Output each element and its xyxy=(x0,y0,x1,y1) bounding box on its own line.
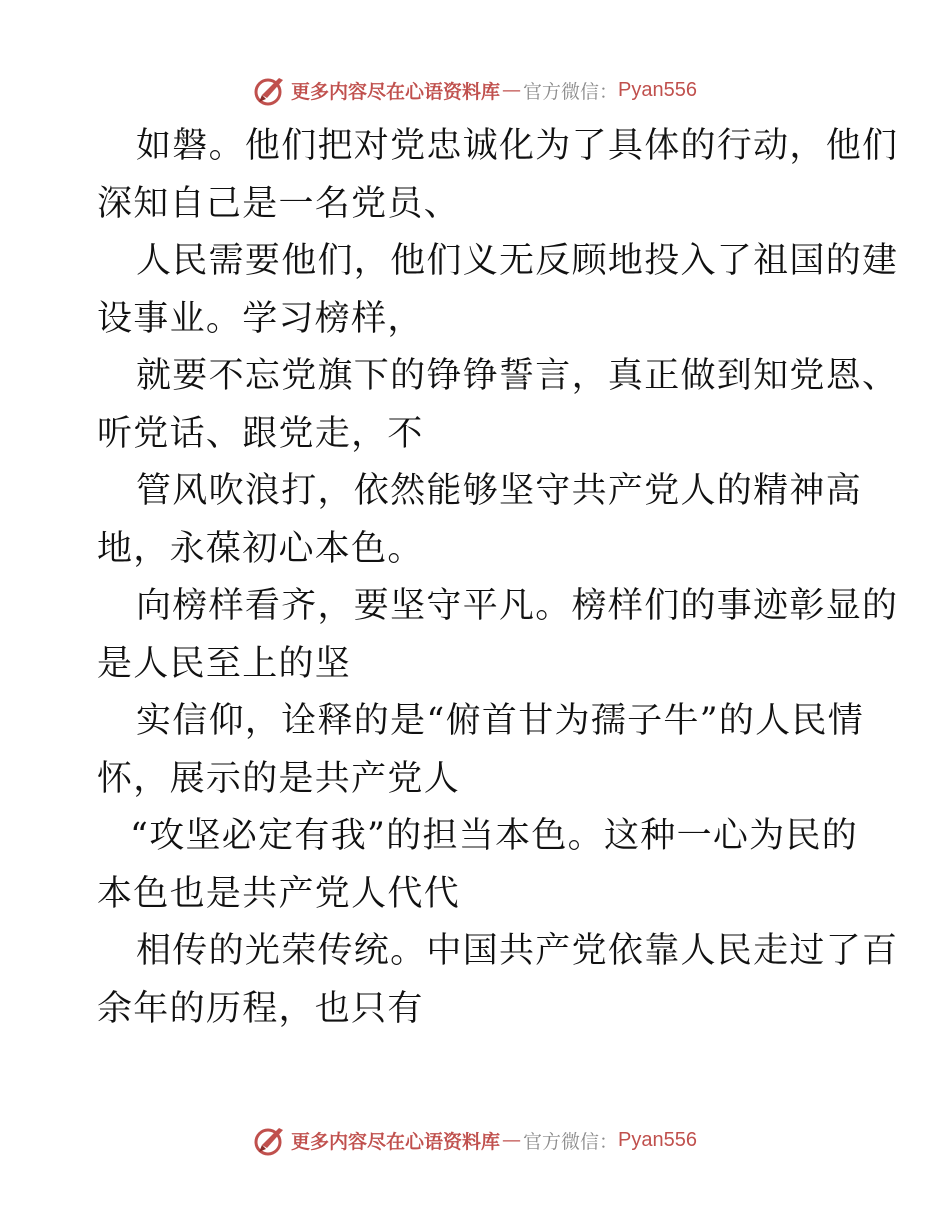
body-line: 管风吹浪打，依然能够坚守共产党人的精神高 xyxy=(136,471,863,511)
body-line: “攻坚必定有我”的担当本色。这种一心为民的 xyxy=(130,816,859,856)
footer-banner xyxy=(0,1120,950,1160)
header-banner xyxy=(0,70,950,110)
header-wechat-id: Pyan556 xyxy=(618,78,697,101)
body-line: 向榜样看齐，要坚守平凡。榜样们的事迹彰显的 xyxy=(136,586,899,626)
body-line: 实信仰，诠释的是“俯首甘为孺子牛”的人民情 xyxy=(136,701,865,741)
header-separator: — xyxy=(502,79,522,101)
body-line: 相传的光荣传统。中国共产党依靠人民走过了百 xyxy=(136,931,899,971)
document-body xyxy=(97,118,899,1038)
body-line: 人民需要他们，他们义无反顾地投入了祖国的建 xyxy=(136,241,899,281)
header-brand-text: 更多内容尽在心语资料库 xyxy=(291,80,501,103)
body-line: 是人民至上的坚 xyxy=(97,643,352,684)
body-line: 本色也是共产党人代代 xyxy=(97,873,461,914)
footer-brand-text: 更多内容尽在心语资料库 xyxy=(291,1130,501,1153)
body-line: 就要不忘党旗下的铮铮誓言，真正做到知党恩、 xyxy=(136,356,899,396)
body-line: 地，永葆初心本色。 xyxy=(97,528,424,569)
body-line: 如磐。他们把对党忠诚化为了具体的行动，他们 xyxy=(136,126,899,166)
body-line: 听党话、跟党走，不 xyxy=(97,413,424,454)
body-line: 设事业。学习榜样， xyxy=(97,298,424,339)
header-wechat-label: 官方微信： xyxy=(523,80,619,103)
body-line: 深知自己是一名党员、 xyxy=(97,183,461,224)
footer-separator: — xyxy=(502,1129,522,1151)
quill-pen-logo-icon xyxy=(253,73,287,107)
footer-wechat-id: Pyan556 xyxy=(618,1128,697,1151)
quill-pen-logo-icon xyxy=(253,1123,287,1157)
body-line: 怀，展示的是共产党人 xyxy=(97,758,461,799)
body-line: 余年的历程，也只有 xyxy=(97,988,424,1029)
footer-wechat-label: 官方微信： xyxy=(523,1130,619,1153)
